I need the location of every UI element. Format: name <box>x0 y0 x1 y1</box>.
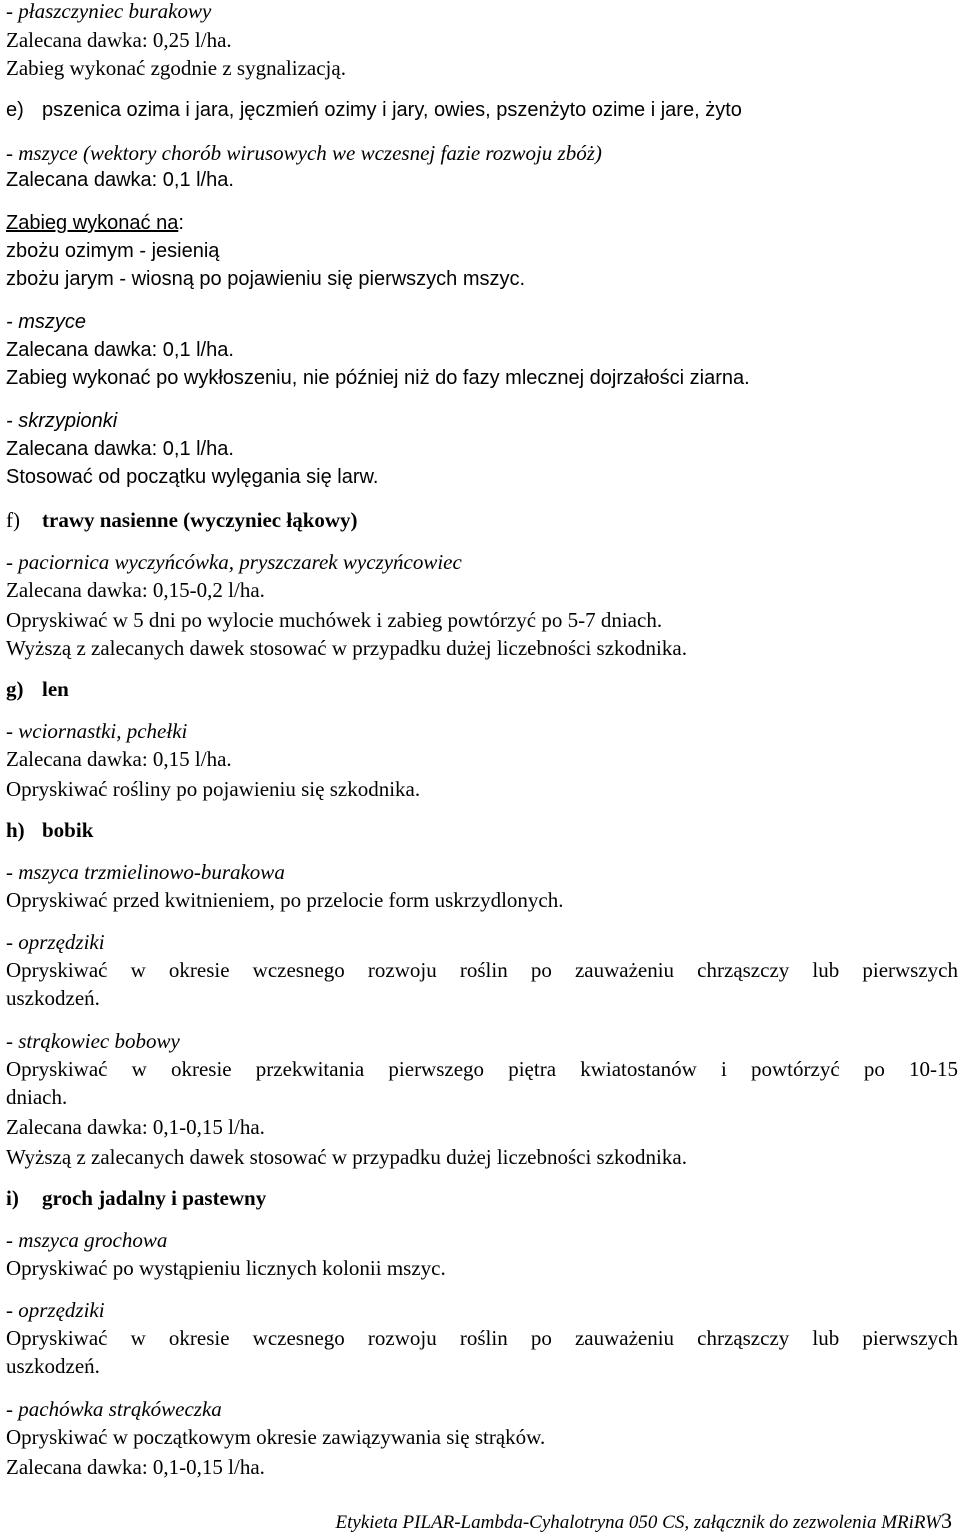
section-label: g) <box>6 677 24 701</box>
section-title: bobik <box>42 818 94 842</box>
section-label: h) <box>6 818 25 842</box>
recommended-dose: Zalecana dawka: 0,15-0,2 l/ha. <box>6 578 265 602</box>
crop-section-heading-i <box>6 1185 266 1211</box>
pest-name: - strąkowiec bobowy <box>6 1029 180 1053</box>
pest-name: - oprzędziki <box>6 1298 105 1322</box>
instruction-text: Opryskiwać w początkowym okresie zawiązywania się strąków. <box>6 1425 546 1449</box>
pest-name: - płaszczyniec burakowy <box>6 0 212 23</box>
instruction-text: zbożu ozimym - jesienią <box>6 240 220 262</box>
recommended-dose: Zalecana dawka: 0,1-0,15 l/ha. <box>6 1115 265 1139</box>
instruction-text: Opryskiwać w okresie wczesnego rozwoju roślin po zauważeniu chrząszczy lub pierwszych <box>6 1326 958 1350</box>
instruction-text: Wyższą z zalecanych dawek stosować w przypadku dużej liczebności szkodnika. <box>6 636 687 660</box>
pest-name: - mszyce <box>6 311 86 333</box>
section-label: e) <box>6 99 24 121</box>
page-number: 3 <box>941 1508 952 1533</box>
instruction-text: Opryskiwać w okresie przekwitania pierwszego piętra kwiatostanów i powtórzyć po 10-15 <box>6 1057 958 1081</box>
instruction-text: Opryskiwać po wystąpieniu licznych kolonii mszyc. <box>6 1256 446 1280</box>
section-label: i) <box>6 1186 19 1210</box>
recommended-dose: Zalecana dawka: 0,1 l/ha. <box>6 169 234 191</box>
section-title: pszenica ozima i jara, jęczmień ozimy i jary, owies, pszenżyto ozime i jare, żyto <box>42 99 742 121</box>
recommended-dose: Zalecana dawka: 0,1-0,15 l/ha. <box>6 1455 265 1479</box>
crop-section-heading-g <box>6 676 69 702</box>
recommended-dose: Zalecana dawka: 0,25 l/ha. <box>6 28 232 52</box>
instruction-text: uszkodzeń. <box>6 986 100 1010</box>
section-title: groch jadalny i pastewny <box>42 1186 267 1210</box>
pest-name: - skrzypionki <box>6 410 118 432</box>
footer-text: Etykieta PILAR-Lambda-Cyhalotryna 050 CS, załącznik do zezwolenia MRiRW <box>335 1512 941 1533</box>
crop-section-heading-h <box>6 817 93 843</box>
timing-heading-underlined: Zabieg wykonać na <box>6 212 179 234</box>
crop-section-heading-f <box>6 507 358 533</box>
recommended-dose: Zalecana dawka: 0,1 l/ha. <box>6 438 234 460</box>
pest-name: - wciornastki, pchełki <box>6 719 188 743</box>
instruction-text: zbożu jarym - wiosną po pojawieniu się pierwszych mszyc. <box>6 268 526 290</box>
instruction-text: Wyższą z zalecanych dawek stosować w przypadku dużej liczebności szkodnika. <box>6 1145 687 1169</box>
crop-section-heading-e <box>6 97 742 123</box>
instruction-text: Zabieg wykonać po wykłoszeniu, nie później niż do fazy mlecznej dojrzałości ziarna. <box>6 367 750 389</box>
pest-name: - mszyca grochowa <box>6 1228 168 1252</box>
instruction-text: Opryskiwać w 5 dni po wylocie muchówek i zabieg powtórzyć po 5-7 dniach. <box>6 608 663 632</box>
recommended-dose: Zalecana dawka: 0,15 l/ha. <box>6 747 232 771</box>
pest-name: - paciornica wyczyńcówka, pryszczarek wyczyńcowiec <box>6 550 462 574</box>
section-title: trawy nasienne (wyczyniec łąkowy) <box>42 508 358 532</box>
recommended-dose: Zalecana dawka: 0,1 l/ha. <box>6 339 234 361</box>
pest-name: - oprzędziki <box>6 930 105 954</box>
instruction-text: dniach. <box>6 1085 68 1109</box>
instruction-text: uszkodzeń. <box>6 1354 100 1378</box>
pest-name: - mszyca trzmielinowo-burakowa <box>6 860 285 884</box>
section-title: len <box>42 677 69 701</box>
pest-name: - pachówka strąkóweczka <box>6 1397 222 1421</box>
instruction-text: Stosować od początku wylęgania się larw. <box>6 466 379 488</box>
instruction-text: Opryskiwać rośliny po pojawieniu się szkodnika. <box>6 777 421 801</box>
pest-name: - mszyce (wektory chorób wirusowych we wczesnej fazie rozwoju zbóż) <box>6 141 602 165</box>
instruction-text: Zabieg wykonać zgodnie z sygnalizacją. <box>6 56 346 80</box>
instruction-text: Opryskiwać w okresie wczesnego rozwoju roślin po zauważeniu chrząszczy lub pierwszych <box>6 958 958 982</box>
page-footer <box>336 1509 952 1535</box>
section-label: f) <box>6 508 20 532</box>
timing-heading: Zabieg wykonać na: <box>6 212 184 234</box>
instruction-text: Opryskiwać przed kwitnieniem, po przelocie form uskrzydlonych. <box>6 888 564 912</box>
